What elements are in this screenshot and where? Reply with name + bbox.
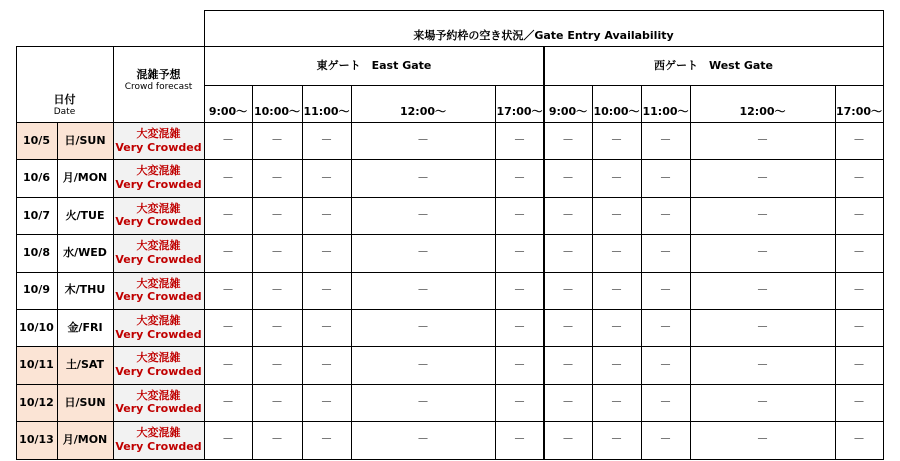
grid-line (351, 85, 352, 460)
availability-cell: － (221, 207, 234, 222)
forecast-en: Very Crowded (115, 290, 202, 304)
forecast-ja: 大変混雑 (136, 239, 181, 253)
row-forecast (113, 234, 204, 271)
forecast-en: Very Crowded (115, 365, 202, 379)
availability-cell: － (320, 133, 333, 148)
availability-cell: － (221, 282, 234, 297)
availability-cell: － (610, 170, 623, 185)
grid-line (302, 85, 303, 460)
availability-cell: － (416, 207, 429, 222)
time-slot-header: 17:00～ (496, 105, 543, 119)
availability-cell: － (659, 282, 672, 297)
row-forecast (113, 197, 204, 234)
grid-line (16, 384, 884, 385)
grid-line (113, 46, 114, 460)
availability-cell: － (320, 394, 333, 409)
forecast-en: Very Crowded (115, 402, 202, 416)
availability-cell: － (513, 170, 526, 185)
row-forecast (113, 272, 204, 309)
availability-cell: － (221, 394, 234, 409)
grid-line (16, 122, 884, 123)
row-forecast (113, 122, 204, 159)
availability-cell: － (561, 133, 574, 148)
forecast-header (113, 46, 204, 122)
row-forecast (113, 421, 204, 458)
row-date: 10/5 (16, 122, 57, 159)
availability-cell: － (610, 133, 623, 148)
availability-cell: － (852, 394, 865, 409)
forecast-en: Very Crowded (115, 215, 202, 229)
availability-cell: － (513, 432, 526, 447)
row-day: 月/MON (57, 421, 113, 458)
availability-cell: － (561, 282, 574, 297)
forecast-en: Very Crowded (115, 327, 202, 341)
grid-line (204, 10, 205, 460)
grid-line (16, 46, 17, 460)
forecast-en: Very Crowded (115, 439, 202, 453)
availability-cell: － (320, 245, 333, 260)
date-header (16, 46, 113, 122)
availability-cell: － (320, 282, 333, 297)
availability-cell: － (756, 357, 769, 372)
availability-cell: － (756, 133, 769, 148)
grid-line (495, 85, 496, 460)
availability-cell: － (320, 170, 333, 185)
availability-cell: － (270, 207, 283, 222)
availability-cell: － (270, 394, 283, 409)
availability-cell: － (756, 245, 769, 260)
availability-cell: － (221, 170, 234, 185)
availability-cell: － (852, 432, 865, 447)
availability-cell: － (610, 357, 623, 372)
availability-cell: － (756, 320, 769, 335)
availability-cell: － (852, 357, 865, 372)
grid-line (16, 234, 884, 235)
availability-cell: － (659, 357, 672, 372)
availability-cell: － (270, 357, 283, 372)
availability-cell: － (416, 245, 429, 260)
availability-cell: － (416, 432, 429, 447)
availability-cell: － (756, 432, 769, 447)
availability-cell: － (852, 245, 865, 260)
availability-cell: － (756, 394, 769, 409)
row-date: 10/13 (16, 421, 57, 458)
row-date: 10/7 (23, 208, 50, 222)
availability-cell: － (610, 320, 623, 335)
availability-cell: － (852, 133, 865, 148)
grid-line (16, 346, 884, 347)
time-slot-header: 11:00～ (642, 105, 689, 119)
availability-cell: － (659, 432, 672, 447)
time-slot-header: 11:00～ (303, 105, 350, 119)
availability-cell: － (513, 282, 526, 297)
availability-cell: － (221, 245, 234, 260)
row-forecast (113, 309, 204, 346)
availability-cell: － (221, 357, 234, 372)
availability-cell: － (416, 394, 429, 409)
availability-cell: － (270, 432, 283, 447)
grid-line (835, 85, 836, 460)
availability-cell: － (513, 357, 526, 372)
availability-cell: － (659, 133, 672, 148)
grid-line (16, 459, 884, 460)
availability-cell: － (610, 245, 623, 260)
east-gate-header: 東ゲート East Gate (316, 58, 432, 72)
availability-cell: － (610, 207, 623, 222)
grid-line (592, 85, 593, 460)
forecast-en: Very Crowded (115, 140, 202, 154)
availability-cell: － (320, 320, 333, 335)
row-date: 10/11 (16, 346, 57, 383)
time-slot-header: 12:00～ (739, 105, 786, 119)
availability-cell: － (561, 207, 574, 222)
availability-cell: － (221, 133, 234, 148)
row-forecast (113, 346, 204, 383)
forecast-header-en: Crowd forecast (124, 81, 193, 92)
forecast-en: Very Crowded (115, 252, 202, 266)
grid-line (883, 10, 884, 460)
availability-cell: － (513, 394, 526, 409)
availability-cell: － (561, 432, 574, 447)
row-date: 10/8 (23, 246, 50, 259)
table-title: 来場予約枠の空き状況／Gate Entry Availability (413, 29, 674, 43)
grid-line (204, 10, 884, 11)
row-day: 月/MON (62, 171, 108, 185)
availability-cell: － (416, 170, 429, 185)
row-date: 10/10 (19, 320, 54, 334)
availability-cell: － (416, 282, 429, 297)
forecast-ja: 大変混雑 (136, 313, 181, 327)
grid-line (252, 85, 253, 460)
forecast-ja: 大変混雑 (136, 201, 181, 215)
availability-cell: － (416, 357, 429, 372)
availability-cell: － (659, 245, 672, 260)
forecast-ja: 大変混雑 (136, 426, 181, 440)
availability-cell: － (852, 320, 865, 335)
availability-cell: － (416, 133, 429, 148)
availability-cell: － (659, 320, 672, 335)
grid-line (16, 421, 884, 422)
time-slot-header: 10:00～ (593, 105, 640, 119)
forecast-ja: 大変混雑 (136, 126, 181, 140)
availability-cell: － (756, 282, 769, 297)
grid-line (16, 159, 884, 160)
availability-cell: － (270, 320, 283, 335)
availability-cell: － (610, 394, 623, 409)
forecast-en: Very Crowded (115, 178, 202, 192)
availability-cell: － (659, 170, 672, 185)
time-slot-header: 12:00～ (399, 105, 446, 119)
grid-line (690, 85, 691, 460)
row-day: 日/SUN (57, 384, 113, 421)
availability-cell: － (270, 282, 283, 297)
availability-cell: － (513, 245, 526, 260)
availability-cell: － (610, 432, 623, 447)
time-slot-header: 17:00～ (835, 105, 882, 119)
availability-cell: － (852, 170, 865, 185)
availability-cell: － (221, 320, 234, 335)
grid-line (57, 122, 58, 460)
availability-cell: － (270, 245, 283, 260)
forecast-header-ja: 混雑予想 (136, 68, 181, 81)
availability-cell: － (561, 394, 574, 409)
availability-cell: － (610, 282, 623, 297)
availability-cell: － (852, 207, 865, 222)
row-day: 金/FRI (67, 320, 103, 334)
forecast-ja: 大変混雑 (136, 276, 181, 290)
row-day: 土/SAT (57, 346, 113, 383)
availability-cell: － (561, 245, 574, 260)
grid-line (16, 197, 884, 198)
availability-cell: － (221, 432, 234, 447)
availability-cell: － (756, 207, 769, 222)
forecast-ja: 大変混雑 (136, 351, 181, 365)
west-gate-header: 西ゲート West Gate (653, 58, 773, 72)
availability-cell: － (270, 133, 283, 148)
availability-cell: － (513, 207, 526, 222)
row-forecast (113, 159, 204, 196)
grid-line (641, 85, 642, 460)
availability-cell: － (561, 170, 574, 185)
forecast-ja: 大変混雑 (136, 164, 181, 178)
availability-cell: － (320, 207, 333, 222)
grid-line (16, 309, 884, 310)
row-day: 日/SUN (57, 122, 113, 159)
time-slot-header: 10:00～ (253, 105, 300, 119)
availability-cell: － (513, 133, 526, 148)
availability-cell: － (561, 357, 574, 372)
availability-cell: － (416, 320, 429, 335)
availability-cell: － (561, 320, 574, 335)
grid-line (16, 272, 884, 273)
date-header-en: Date (53, 106, 76, 117)
grid-line (543, 46, 545, 460)
availability-cell: － (513, 320, 526, 335)
row-forecast (113, 384, 204, 421)
forecast-ja: 大変混雑 (136, 388, 181, 402)
availability-cell: － (852, 282, 865, 297)
row-day: 水/WED (63, 246, 107, 259)
time-slot-header: 9:00～ (208, 105, 248, 119)
availability-cell: － (659, 207, 672, 222)
availability-cell: － (270, 170, 283, 185)
availability-cell: － (659, 394, 672, 409)
availability-cell: － (320, 357, 333, 372)
row-day: 木/THU (64, 283, 106, 297)
row-date: 10/9 (23, 283, 50, 297)
time-slot-header: 9:00～ (548, 105, 588, 119)
row-day: 火/TUE (65, 208, 105, 222)
availability-cell: － (756, 170, 769, 185)
grid-line (16, 46, 884, 47)
row-date: 10/12 (16, 384, 57, 421)
availability-cell: － (320, 432, 333, 447)
row-date: 10/6 (23, 171, 50, 185)
date-header-ja: 日付 (53, 93, 76, 106)
